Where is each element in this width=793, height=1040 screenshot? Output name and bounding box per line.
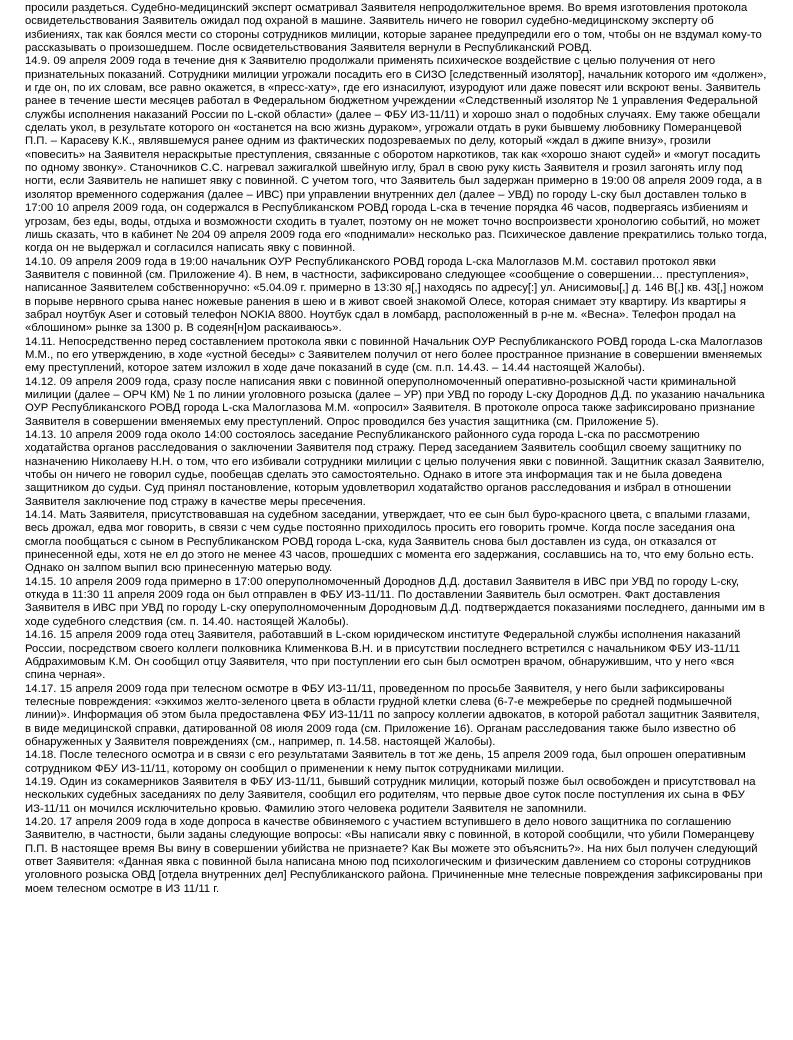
paragraph-14-10: 14.10. 09 апреля 2009 года в 19:00 начальник ОУР Республиканского РОВД города L-ска Малоглазов М.М. составил протокол явки Заявителя с повинной (см. Приложение 4). В нем, в частности, зафиксировано следующее «сообщение о совершении… преступления», написанное Заявителем собственноручно: «5.04.09 г. примерно в 13:30 я[,] находясь по адресу[:] ул. Анисимовы[,] д. 146 В[,] кв. 43[,] ножом в порыве нервного срыва нанес ножевые ранения в шею и в живот своей знакомой Олесе, которая снимает эту квартиру. Из квартиры я забрал ноутбук Aser и сотовый телефон NOKIA 8800. Ноутбук сдал в ломбард, расположенный в р-не м. «Весна». Телефон продал на «блошином» рынке за 1300 р. В содеян[н]ом раскаиваюсь». <box>25 255 764 335</box>
paragraph-14-14: 14.14. Мать Заявителя, присутствовавшая на судебном заседании, утверждает, что ее сын был буро-красного цвета, с впалыми глазами, весь дрожал, едва мог говорить, в связи с чем судье постоянно приходилось просить его говорить громче. Когда после заседания она смогла пообщаться с сыном в Республиканском РОВД города L-ска, куда Заявитель снова был доставлен из суда, он отказался от принесенной еды, хотя не ел до этого не менее 43 часов, прошедших с момента его задержания, сославшись на то, что ему больно есть. Однако он залпом выпил всю принесенную матерью воду. <box>25 509 754 575</box>
paragraph-14-11: 14.11. Непосредственно перед составлением протокола явки с повинной Начальник ОУР Республиканского РОВД города L-ска Малоглазов М.М., по его утверждению, в ходе «устной беседы» с Заявителем получил от него более пространное признание в совершении вменяемых ему преступлений, которое затем изложил в ходе даче показаний в суде (см. п.п. 14.43. – 14.44 настоящей Жалобы). <box>25 335 763 375</box>
paragraph-14-19: 14.19. Один из сокамерников Заявителя в ФБУ ИЗ-11/11, бывший сотрудник милиции, который позже был освобожден и присутствовал на нескольких судебных заседаниях по делу Заявителя, сообщил его родителям, что первые двое суток после поступления их сына в ФБУ ИЗ-11/11 он мочился исключительно кровью. Фамилию этого человека родители Заявителя не запомнили. <box>25 775 756 815</box>
paragraph-14-12: 14.12. 09 апреля 2009 года, сразу после написания явки с повинной оперуполномоченный оперативно-розыскной части криминальной милиции (далее – ОРЧ КМ) № 1 по линии уголовного розыска (далее – УР) при УВД по городу L-ску Дороднов Д.Д. по указанию начальника ОУР Республиканского РОВД города L-ска Малоглазова М.М. «опросил» Заявителя. В протоколе опроса также зафиксировано признание Заявителя в совершении вменяемых ему преступлений. Опрос проводился без участия защитника (см. Приложение 5). <box>25 375 765 428</box>
paragraph-14-17: 14.17. 15 апреля 2009 года при телесном осмотре в ФБУ ИЗ-11/11, проведенном по просьбе Заявителя, у него были зафиксированы телесные повреждения: «экхимоз желто-зеленого цвета в области грудной клетки слева (6-7-е межреберье по средней подмышечной линии)». Информация об этом была предоставлена ФБУ ИЗ-11/11 по запросу коллегии адвокатов, в которой работал защитник Заявителя, в виде медицинской справки, датированной 08 июля 2009 года (см. Приложение 16). Органам расследования также было известно об обнаруженных у Заявителя повреждениях (см., например, п. 14.58. настоящей Жалобы). <box>25 682 760 748</box>
paragraph-14-9: 14.9. 09 апреля 2009 года в течение дня к Заявителю продолжали применять психическое воздействие с целью получения от него признательных показаний. Сотрудники милиции угрожали посадить его в СИЗО [следственный изолятор], начальник которого им «должен», и где он, по их словам, все равно окажется, в «пресс-хату», где его изнасилуют, изуродуют или даже повесят или вскроют вены. Заявитель ранее в течение шести месяцев работал в Федеральном бюджетном учреждении «Следственный изолятор № 1 управления Федеральной службы исполнения наказаний России по L-ской области» (далее – ФБУ ИЗ-11/11) и хорошо знал о подобных случаях. Ему также обещали сделать укол, в результате которого он «останется на всю жизнь дураком», угрожали отдать в руки бывшему любовнику Померанцевой П.П. – Карасеву К.К., являвшемуся ранее одним из фактических подозреваемых по делу, который «ждал в джипе внизу», грозили «повесить» на Заявителя нераскрытые преступления, связанные с оборотом наркотиков, так как «хорошо знают судей» и «могут посадить по одному звонку». Станочников С.С. нагревал зажигалкой швейную иглу, брал в свою руку кисть Заявителя и грозил загонять иглу под ногти, если Заявитель не напишет явку с повинной. С учетом того, что Заявитель был задержан примерно в 19:00 08 апреля 2009 года, а в изолятор временного содержания (далее – ИВС) при управлении внутренних дел (далее – УВД) по городу L-ску был доставлен только в 17:00 10 апреля 2009 года, он содержался в Республиканском РОВД города L-ска в течение порядка 46 часов, подвергаясь избиениям и угрозам, без еды, воды, отдыха и возможности сходить в туалет, поэтому он не может точно воспроизвести хронологию событий, но может лишь сказать, что в кабинет № 204 09 апреля 2009 года его «поднимали» несколько раз. Психическое давление прекратились только тогда, когда он не выдержал и согласился написать явку с повинной. <box>25 55 767 255</box>
paragraph-14-20: 14.20. 17 апреля 2009 года в ходе допроса в качестве обвиняемого с участием вступившего в дело нового защитника по соглашению Заявителю, в частности, были заданы следующие вопросы: «Вы написали явку с повинной, в которой сообщили, что убили Померанцеву П.П. В настоящее время Вы вину в совершении убийства не признаете? Как Вы можете это объяснить?». На них был получен следующий ответ Заявителя: «Данная явка с повинной была написана мною под психологическим и физическим давлением со стороны сотрудников уголовного розыска ОВД [отдела внутренних дел] Республиканского района. Причиненные мне телесные повреждения зафиксированы при моем телесном осмотре в ИЗ 11/11 г. <box>25 815 763 895</box>
paragraph-14-18: 14.18. После телесного осмотра и в связи с его результатами Заявитель в тот же день, 15 апреля 2009 года, был опрошен оперативным сотрудником ФБУ ИЗ-11/11, которому он сообщил о применении к нему пыток сотрудниками милиции. <box>25 749 746 775</box>
paragraph-14-13: 14.13. 10 апреля 2009 года около 14:00 состоялось заседание Республиканского районного суда города L-ска по рассмотрению ходатайства органов расследования о заключении Заявителя под стражу. Перед заседанием Заявитель сообщил своему защитнику по назначению Николаеву Н.Н. о том, что его избивали сотрудники милиции с целью получения явки с повинной. Защитник сказал Заявителю, чтобы он ничего не говорил судье, пообещав сделать это самостоятельно. Однако в итоге эта информация так и не была доведена защитником до судьи. Суд принял постановление, которым удовлетворил ходатайство органов расследования и избрал в отношении Заявителя заключение под стражу в качестве меры пресечения. <box>25 429 765 508</box>
paragraph-continuation-prev-page: просили раздеться. Судебно-медицинский эксперт осматривал Заявителя непродолжительное время. Во время изготовления протокола освидетельствования Заявитель ожидал под охраной в машине. Заявитель ничего не говорил судебно-медицинскому эксперту об избиениях, так как боялся мести со стороны сотрудников милиции, которые заранее предупредили его о том, чтобы он не вздумал кому-то рассказывать о произошедшем. После освидетельствования Заявителя вернули в Республиканский РОВД. <box>25 2 762 55</box>
paragraph-14-16: 14.16. 15 апреля 2009 года отец Заявителя, работавший в L-ском юридическом институте Федеральной службы исполнения наказаний России, посредством своего коллеги полковника Клименкова В.Н. и в присутствии последнего встретился с начальником ФБУ ИЗ-11/11 Абдрахимовым К.М. Он сообщил отцу Заявителя, что при поступлении его сын был осмотрен врачом, обнаружившим, что у него «вся спина черная». <box>25 629 741 682</box>
paragraph-14-15: 14.15. 10 апреля 2009 года примерно в 17:00 оперуполномоченный Дороднов Д.Д. доставил Заявителя в ИВС при УВД по городу L-ску, откуда в 11:30 11 апреля 2009 года он был отправлен в ФБУ ИЗ-11/11. По доставлении Заявитель был осмотрен. Факт доставления Заявителя в ИВС при УВД по городу L-ску оперуполномоченным Дородновым Д.Д. подтверждается показаниями последнего, данными им в ходе судебного следствия (см. п. 14.40. настоящей Жалобы). <box>25 575 766 628</box>
